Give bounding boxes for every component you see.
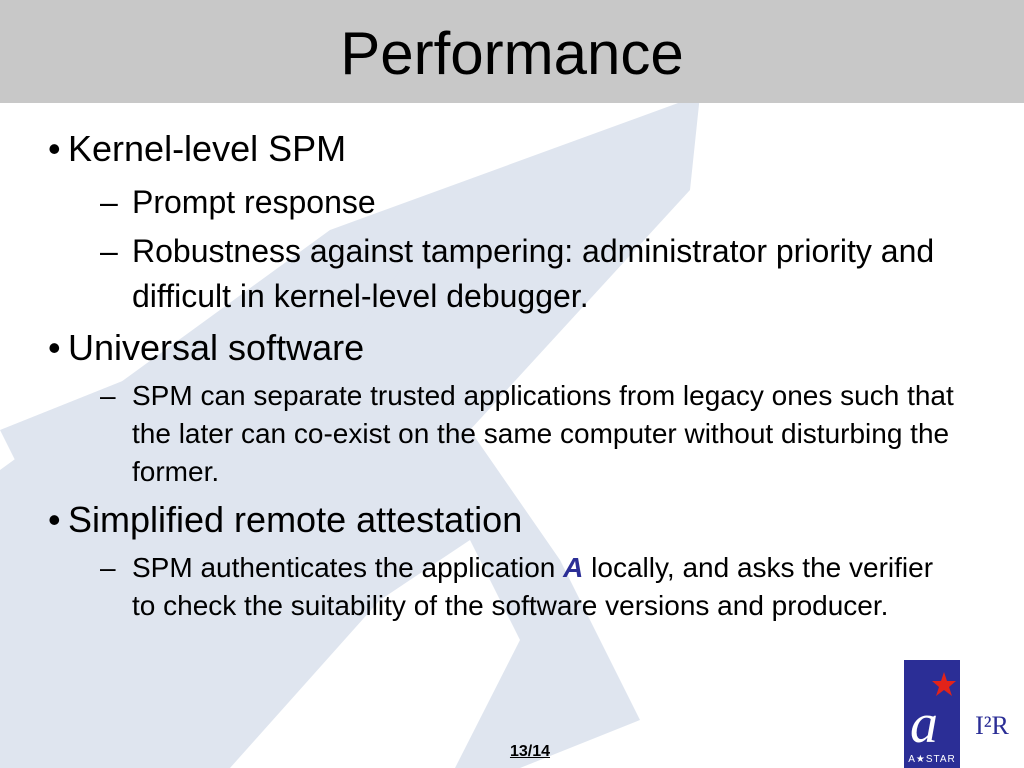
sub-bullet-text: SPM authenticates the application <box>132 552 564 583</box>
bullet-item: • Simplified remote attestation <box>48 499 958 541</box>
i2r-astar-logo <box>904 660 1024 768</box>
sub-bullet-text: locally, and asks the verifier to check the suitability of the software versions and producer. <box>132 552 934 621</box>
sub-bullet-item: – Robustness against tampering: administrator priority and difficult in kernel-level debugger. <box>48 229 958 319</box>
slide-content <box>48 128 958 625</box>
logo-org: I²R <box>975 711 1009 740</box>
page-title: Performance <box>340 20 684 87</box>
sub-bullet-item <box>48 549 958 625</box>
logo-mark: a <box>910 693 938 755</box>
logo-subtitle: A★STAR <box>908 754 956 765</box>
sub-bullet-item: – Prompt response <box>48 180 958 225</box>
bullet-item: • Universal software <box>48 327 958 369</box>
emphasis-letter: A <box>563 552 584 583</box>
bullet-item: • Kernel-level SPM <box>48 128 958 170</box>
sub-bullet-item: – SPM can separate trusted applications from legacy ones such that the later can co-exist on the same computer without disturbing the former. <box>48 377 958 491</box>
slide-number: 13/14 <box>509 743 551 760</box>
